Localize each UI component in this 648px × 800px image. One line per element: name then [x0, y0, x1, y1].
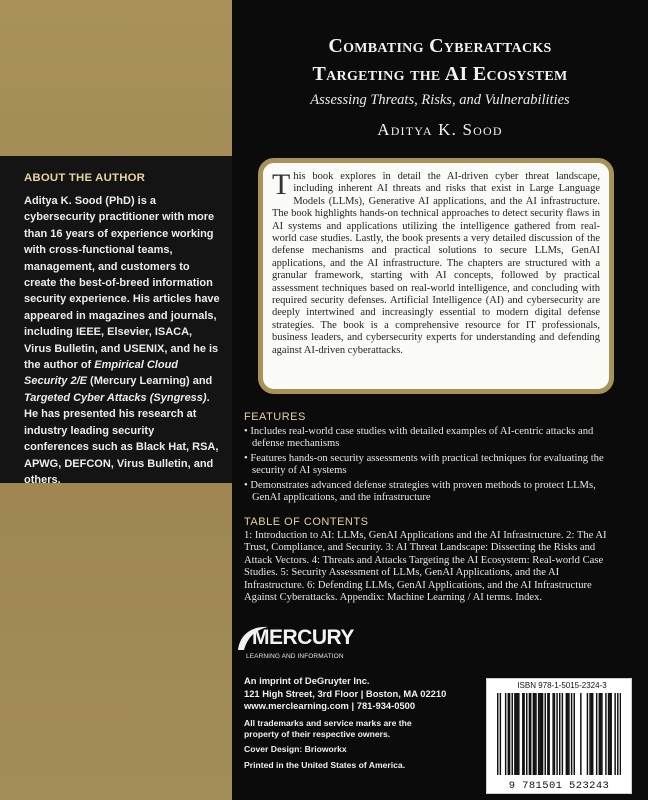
- logo-wordmark: MERCURY: [252, 626, 354, 649]
- barcode-bar: [574, 693, 575, 775]
- barcode-bar: [567, 693, 568, 775]
- barcode-bar: [610, 693, 611, 775]
- barcode-bar: [596, 693, 597, 775]
- barcode-bar: [562, 693, 563, 775]
- barcode-bar: [599, 693, 600, 775]
- mercury-logo: [236, 626, 352, 668]
- book-title: [232, 32, 648, 88]
- barcode-digits: 9 781501 523243: [508, 780, 610, 792]
- barcode-bar: [497, 693, 498, 775]
- toc-text: 1: Introduction to AI: LLMs, GenAI Applications and the AI Infrastructure. 2: The AI Trust, Compliance, and Security. 3: AI Threat Landscape: Dissecting the Risks and Attack Vectors. 4: Threats and Attacks Targeting the AI Ecosystem: Real-world Case Studies. 5: Security Assessment of LLMs, GenAI Applications, and the AI Infrastructure. 6: Defending LLMs, GenAI Applications, and the AI Infrastructure Against Cyberattacks. Appendix: Machine Learning / AI terms. Index.: [244, 530, 607, 604]
- author-bio-part1: (PhD) is a cybersecurity practitioner with more than 16 years of experience working with cross-functional teams, management, and customers to create the best-of-breed information security experience. His articles have appeared in magazines and journals, including IEEE, Elsevier, ISACA, Virus Bulletin, and USENIX, and he is the author of: [24, 195, 220, 372]
- barcode: [497, 693, 621, 775]
- barcode-bar: [566, 693, 567, 775]
- barcode-bar: [509, 693, 510, 775]
- features-item: • Features hands-on security assessments with practical techniques for evaluating the security of AI systems: [244, 452, 604, 477]
- trademark-notice: [244, 718, 412, 741]
- barcode-bar: [620, 693, 621, 775]
- barcode-bar: [538, 693, 539, 775]
- barcode-bar: [522, 693, 523, 775]
- barcode-bar: [592, 693, 593, 775]
- features-list: [244, 426, 616, 506]
- barcode-bar: [552, 693, 553, 775]
- barcode-bar: [554, 693, 555, 775]
- barcode-bar: [534, 693, 535, 775]
- book-subtitle: Assessing Threats, Risks, and Vulnerabilities: [310, 92, 570, 108]
- address-line: 121 High Street, 3rd Floor | Boston, MA 02210: [244, 687, 447, 699]
- author-bio: [24, 193, 220, 488]
- features-item: • Demonstrates advanced defense strategies with proven methods to protect LLMs, GenAI applications, and the infrastructure: [244, 479, 596, 504]
- barcode-bar: [617, 693, 618, 775]
- barcode-bar: [591, 693, 592, 775]
- barcode-bar: [589, 693, 590, 775]
- logo-subtitle: LEARNING AND INFORMATION: [246, 653, 344, 660]
- author-bio-part2: (Mercury Learning) and: [86, 375, 213, 388]
- barcode-bar: [535, 693, 536, 775]
- barcode-bar: [609, 693, 610, 775]
- barcode-bar: [548, 693, 549, 775]
- isbn-label: ISBN 978-1-5015-2324-3: [517, 681, 607, 690]
- barcode-bar: [508, 693, 509, 775]
- cover-design-credit: Cover Design: Brioworkx: [244, 744, 347, 754]
- trademark-line1: All trademarks and service marks are the: [244, 718, 412, 728]
- barcode-bar: [514, 693, 515, 775]
- contact-line: www.merclearning.com | 781-934-0500: [244, 700, 416, 712]
- barcode-bar: [539, 693, 540, 775]
- description-body: his book explores in detail the AI-driven cyber threat landscape, including inherent AI threats and risks that exist in Large Language Models (LLMs), Generative AI applications, and the AI infrastructure. The book highlights hands-on technical approaches to detect security flaws in AI systems and applications utilizing the intelligence gathered from real-world case studies. Lastly, the book presents a very detailed discussion of the defense mechanisms and practical solutions to secure LLMs, GenAI applications, and the AI infrastructure. The chapters are structured with a granular framework, starting with AI concepts, followed by practical assessment techniques based on real-world intelligence, and concluding with required security defenses. Artificial Intelligence (AI) and cybersecurity are deeply intertwined and increasingly essential to modern digital defense strategies. The book is a comprehensive resource for IT professionals, business leaders, and cybersecurity experts for understanding and defending against AI-driven cyberattacks.: [272, 171, 600, 356]
- author-bio-part3: . He has presented his research at industry leading security conferences such as Black Hat, RSA, APWG, DEFCON, Virus Bulletin, and others.: [24, 391, 219, 486]
- barcode-bar: [556, 693, 557, 775]
- barcode-bar: [518, 693, 519, 775]
- description-box: [258, 158, 614, 394]
- features-heading: FEATURES: [244, 411, 306, 423]
- book-author: Aditya K. Sood: [377, 120, 503, 139]
- description-dropcap: T: [272, 168, 291, 201]
- author-bio-book1: Empirical Cloud Security 2/E: [24, 359, 179, 388]
- barcode-bar: [568, 693, 569, 775]
- publisher-info: [244, 675, 446, 713]
- barcode-bar: [512, 693, 513, 775]
- barcode-bar: [547, 693, 548, 775]
- barcode-bar: [542, 693, 543, 775]
- barcode-bar: [533, 693, 534, 775]
- barcode-bar: [500, 693, 501, 775]
- barcode-bar: [571, 693, 572, 775]
- barcode-bar: [517, 693, 518, 775]
- barcode-bar: [605, 693, 606, 775]
- barcode-bar: [608, 693, 609, 775]
- about-author-heading: ABOUT THE AUTHOR: [24, 172, 146, 184]
- toc-heading: TABLE OF CONTENTS: [244, 516, 369, 528]
- barcode-bar: [601, 693, 602, 775]
- book-title-line2: Targeting the AI Ecosystem: [312, 63, 568, 85]
- author-bio-book2: Targeted Cyber Attacks (Syngress): [24, 391, 207, 404]
- author-bio-name: Aditya K. Sood: [24, 195, 103, 207]
- imprint-line: An imprint of DeGruyter Inc.: [244, 675, 370, 686]
- barcode-bar: [526, 693, 527, 775]
- barcode-bar: [505, 693, 506, 775]
- barcode-bar: [544, 693, 545, 775]
- barcode-bar: [587, 693, 588, 775]
- barcode-bar: [614, 693, 615, 775]
- barcode-bar: [523, 693, 524, 775]
- barcode-bar: [515, 693, 516, 775]
- trademark-line2: property of their respective owners.: [244, 729, 391, 740]
- barcode-bar: [600, 693, 601, 775]
- features-item: • Includes real-world case studies with detailed examples of AI-centric attacks and defense mechanisms: [244, 426, 594, 450]
- barcode-bar: [530, 693, 531, 775]
- book-title-line1: Combating Cyberattacks: [328, 35, 552, 57]
- barcode-bar: [529, 693, 530, 775]
- barcode-bar: [580, 693, 581, 775]
- barcode-bar: [541, 693, 542, 775]
- description-text: [272, 168, 600, 357]
- barcode-bar: [559, 693, 560, 775]
- printed-in: Printed in the United States of America.: [244, 760, 406, 770]
